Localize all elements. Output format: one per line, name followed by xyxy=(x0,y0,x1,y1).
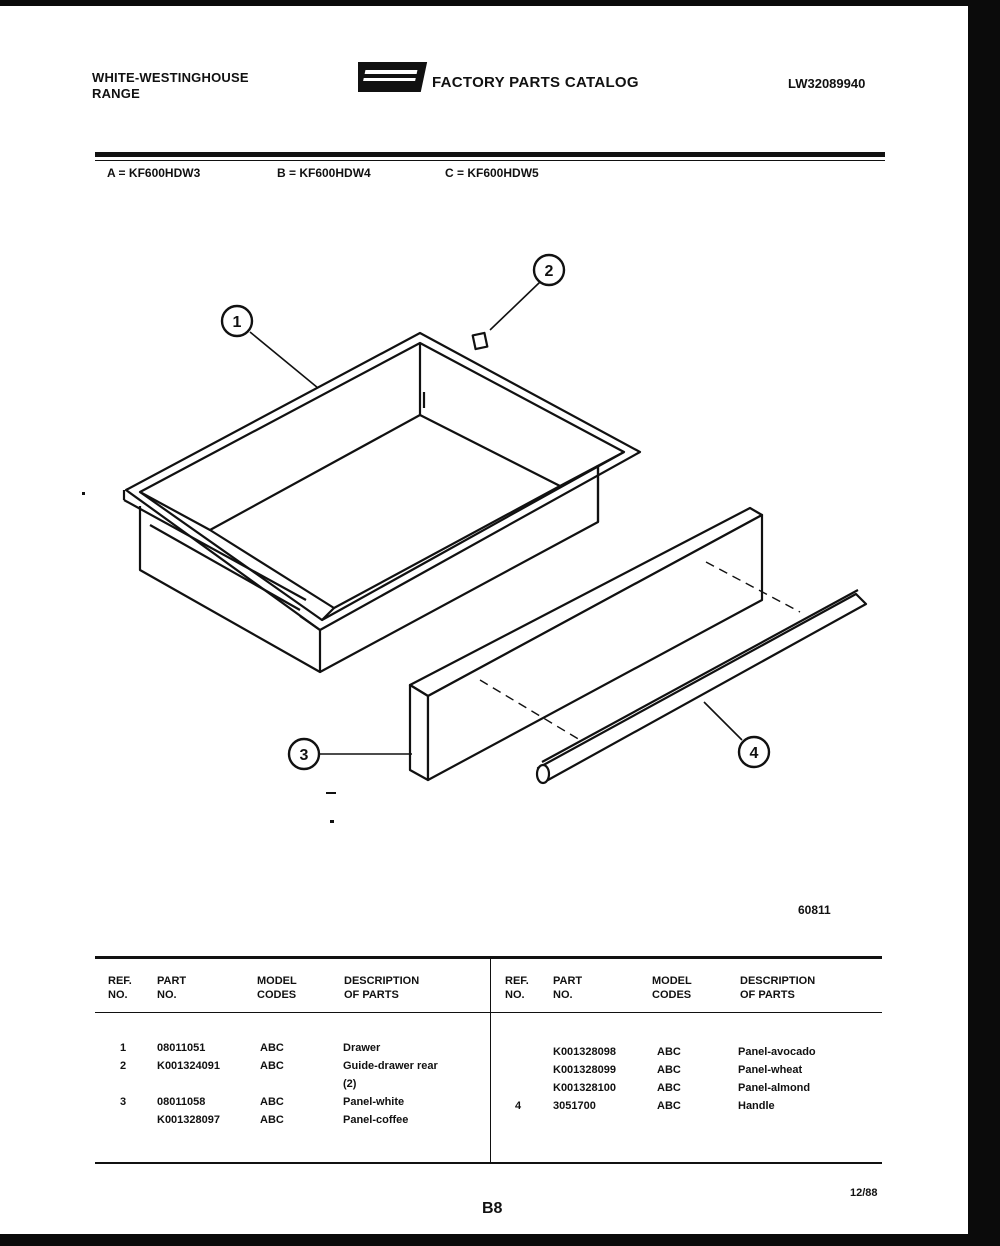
ref-no: 3 xyxy=(120,1096,127,1108)
header-description-right: DESCRIPTION OF PARTS xyxy=(740,975,816,1001)
part-no: K001328097 xyxy=(157,1114,221,1126)
description: Panel-wheat xyxy=(738,1064,803,1076)
header-model-codes-right: MODEL CODES xyxy=(652,975,692,1001)
model-a: A = KF600HDW3 xyxy=(107,166,201,180)
description: Guide-drawer rear xyxy=(343,1060,438,1072)
description: Handle xyxy=(738,1100,775,1112)
model-codes: ABC xyxy=(260,1060,284,1072)
description: Panel-avocado xyxy=(738,1046,816,1058)
ref-no: 2 xyxy=(120,1060,127,1072)
table-header-rule xyxy=(95,1012,882,1013)
header-description: DESCRIPTION OF PARTS xyxy=(344,975,420,1001)
model-codes: ABC xyxy=(260,1114,284,1126)
description: Panel-white xyxy=(343,1096,405,1108)
model-b: B = KF600HDW4 xyxy=(277,166,371,180)
table-top-rule xyxy=(95,956,882,959)
part-no: K001328100 xyxy=(553,1082,617,1094)
header-part-no-right: PART NO. xyxy=(553,975,583,1001)
header-ref-no-right: REF. NO. xyxy=(505,975,529,1001)
header-ref-no: REF. NO. xyxy=(108,975,132,1001)
model-codes: ABC xyxy=(657,1082,681,1094)
description: Panel-coffee xyxy=(343,1114,409,1126)
header-part-no: PART NO. xyxy=(157,975,187,1001)
scan-border-bottom xyxy=(0,1234,1000,1246)
model-c: C = KF600HDW5 xyxy=(445,166,539,180)
part-no: K001324091 xyxy=(157,1060,221,1072)
model-codes: ABC xyxy=(657,1100,681,1112)
description: (2) xyxy=(343,1078,357,1090)
model-codes: ABC xyxy=(260,1042,284,1054)
header-model-codes: MODEL CODES xyxy=(257,975,297,1001)
table-divider xyxy=(490,958,491,1164)
ref-no: 1 xyxy=(120,1042,127,1054)
callout-4: 4 xyxy=(749,745,759,762)
model-codes: ABC xyxy=(260,1096,284,1108)
date-code: 12/88 xyxy=(850,1187,878,1199)
description: Panel-almond xyxy=(738,1082,811,1094)
page-number: B8 xyxy=(482,1200,503,1217)
guide-part xyxy=(473,333,488,349)
brand-name: WHITE-WESTINGHOUSE xyxy=(92,70,249,85)
catalog-code: LW32089940 xyxy=(788,76,866,91)
model-codes: ABC xyxy=(657,1064,681,1076)
model-codes: ABC xyxy=(657,1046,681,1058)
product-type: RANGE xyxy=(92,86,140,101)
callout-3: 3 xyxy=(299,747,309,764)
part-no: 08011051 xyxy=(157,1042,206,1054)
table-bottom-rule xyxy=(95,1162,882,1164)
figure-id: 60811 xyxy=(798,903,831,917)
ref-no: 4 xyxy=(515,1100,522,1112)
part-no: K001328099 xyxy=(553,1064,617,1076)
callout-1: 1 xyxy=(232,314,242,331)
description: Drawer xyxy=(343,1042,381,1054)
catalog-title: FACTORY PARTS CATALOG xyxy=(432,74,639,91)
part-no: 08011058 xyxy=(157,1096,206,1108)
part-no: 3051700 xyxy=(553,1100,596,1112)
part-no: K001328098 xyxy=(553,1046,617,1058)
callout-2: 2 xyxy=(544,263,554,280)
